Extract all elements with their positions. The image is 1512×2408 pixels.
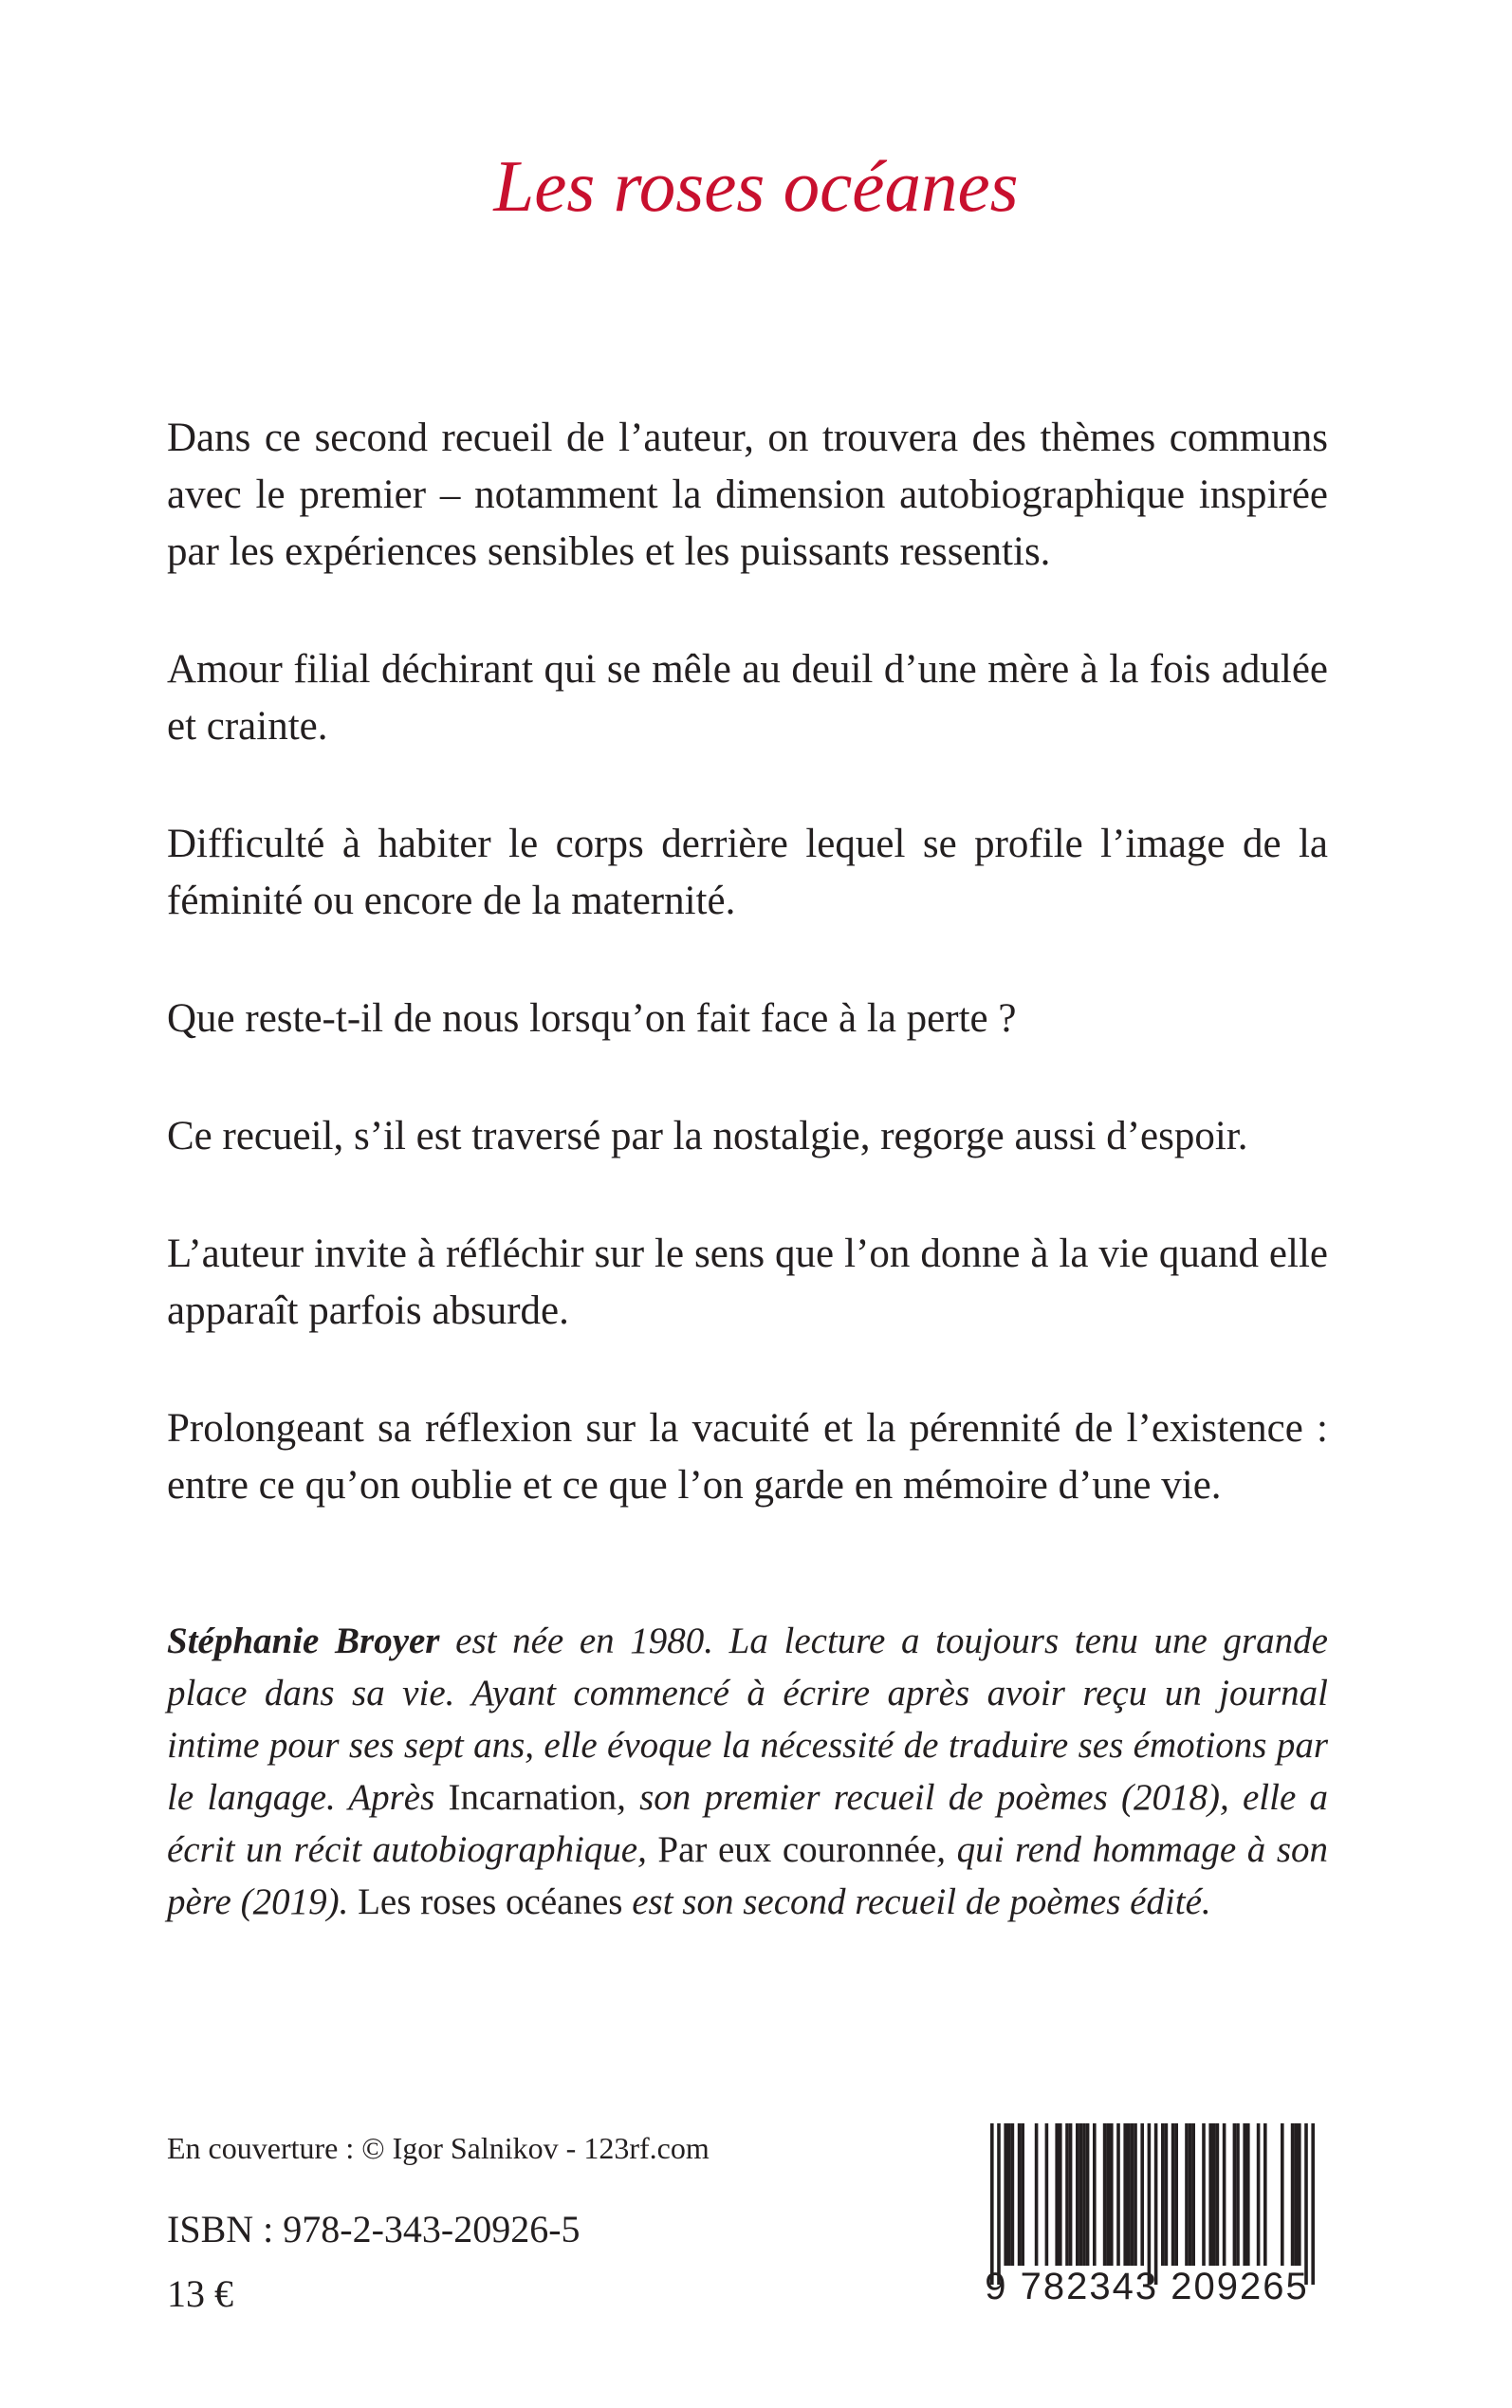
barcode-bar — [1304, 2123, 1308, 2285]
barcode-bar — [1059, 2123, 1062, 2266]
back-cover-blurb — [167, 410, 1328, 1575]
barcode-bar — [1011, 2123, 1015, 2266]
blurb-paragraph: Que reste-t-il de nous lorsqu’on fait face à la perte ? — [167, 996, 1017, 1041]
barcode-bar — [1257, 2123, 1261, 2266]
barcode-bar — [1106, 2123, 1110, 2266]
barcode-bar — [1165, 2123, 1169, 2266]
price: 13 € — [167, 2272, 233, 2315]
bio-text: est née en 1980. La lecture a toujours tenu une grande place dans sa vie. Ayant commencé à écrire après avoir reçu un journal intime pour ses sept ans, elle évoque la nécessité de traduire ses émotions par le langage. Après — [167, 1621, 1328, 1818]
barcode-bar — [1079, 2123, 1083, 2266]
book-title: Les roses océanes — [493, 145, 1019, 227]
barcode-bar — [1161, 2123, 1165, 2266]
book-title-incarnation: Incarnation — [448, 1777, 618, 1818]
barcode-bar — [1216, 2123, 1220, 2266]
barcode-bar — [1134, 2123, 1137, 2266]
barcode-bar — [1110, 2123, 1114, 2266]
book-title-par-eux-couronnee: Par eux couronnée — [657, 1829, 937, 1870]
bio-text: , qui rend hommage à son père (2019). — [167, 1829, 1328, 1922]
barcode-bar — [1045, 2123, 1049, 2266]
blurb-paragraph: Difficulté à habiter le corps derrière lequel se profile l’image de la féminité ou encore de la maternité. — [167, 822, 1328, 923]
barcode-bar — [1171, 2123, 1175, 2266]
barcode-digits: 9 782343 209265 — [985, 2266, 1309, 2307]
barcode-bar — [1223, 2123, 1226, 2266]
barcode-bar — [1093, 2123, 1097, 2266]
barcode-bar — [1281, 2123, 1284, 2266]
barcode-bar — [990, 2123, 994, 2285]
barcode-bar — [1154, 2123, 1158, 2285]
blurb-paragraph: Ce recueil, s’il est traversé par la nostalgie, regorge aussi d’espoir. — [167, 1114, 1248, 1158]
barcode-bar — [1131, 2123, 1134, 2266]
barcode-bar — [1086, 2123, 1090, 2266]
barcode-bar — [1021, 2123, 1024, 2266]
barcode-bar — [1007, 2123, 1011, 2266]
barcode-bar — [1263, 2123, 1267, 2266]
barcode-bar — [1127, 2123, 1131, 2266]
barcode-bar — [1055, 2123, 1059, 2266]
author-name: Stéphanie Broyer — [167, 1621, 440, 1661]
barcode-bar — [1123, 2123, 1127, 2266]
barcode-bar — [1291, 2123, 1295, 2266]
blurb-paragraph: Amour filial déchirant qui se mêle au deuil d’une mère à la fois adulée et crainte. — [167, 647, 1328, 749]
author-bio — [167, 1615, 1328, 1928]
barcode-bar — [1189, 2123, 1192, 2266]
barcode-bar — [997, 2123, 1001, 2285]
barcode-bar — [1018, 2123, 1022, 2266]
barcode-bar — [1191, 2123, 1195, 2266]
barcode-bar — [1140, 2123, 1144, 2266]
barcode-bar — [1212, 2123, 1216, 2266]
barcode-bar — [1294, 2123, 1298, 2266]
barcode-bar — [1004, 2123, 1007, 2266]
barcode-bar — [1208, 2123, 1212, 2266]
book-title-les-roses-oceanes: Les roses océanes — [358, 1881, 623, 1922]
barcode-bar — [1174, 2123, 1178, 2266]
barcode-bar — [1076, 2123, 1079, 2266]
barcode-bar — [1298, 2123, 1301, 2266]
blurb-paragraph: Dans ce second recueil de l’auteur, on trouvera des thèmes communs avec le premier – notamment la dimension autobiographique inspirée par les expériences sensibles et les puissants ressentis. — [167, 416, 1328, 574]
cover-credit: En couverture : © Igor Salnikov - 123rf.com — [167, 2131, 710, 2165]
barcode-bar — [1069, 2123, 1073, 2266]
barcode-bar — [1116, 2123, 1120, 2266]
barcode-bar — [1202, 2123, 1206, 2266]
barcode-bar — [1082, 2123, 1086, 2266]
blurb-paragraph: Prolongeant sa réflexion sur la vacuité et la pérennité de l’existence : entre ce qu’on oublie et ce que l’on garde en mémoire d’une vie. — [167, 1406, 1328, 1508]
barcode-bar — [1246, 2123, 1250, 2266]
barcode-bar — [1243, 2123, 1246, 2266]
barcode-bar — [1103, 2123, 1107, 2266]
barcode-bar — [1311, 2123, 1315, 2285]
bio-text: , son premier recueil de poèmes (2018), elle a écrit un récit autobiographique, — [167, 1777, 1328, 1870]
blurb-paragraph: L’auteur invite à réfléchir sur le sens que l’on donne à la vie quand elle apparaît parfois absurde. — [167, 1232, 1328, 1333]
barcode-bar — [1035, 2123, 1039, 2266]
isbn: ISBN : 978-2-343-20926-5 — [167, 2208, 581, 2251]
barcode-bar — [1236, 2123, 1240, 2266]
barcode-bar — [1065, 2123, 1069, 2266]
barcode-bar — [1148, 2123, 1152, 2285]
barcode-bar — [1185, 2123, 1189, 2266]
bio-text: est son second recueil de poèmes édité. — [622, 1881, 1211, 1922]
barcode-bar — [1233, 2123, 1237, 2266]
